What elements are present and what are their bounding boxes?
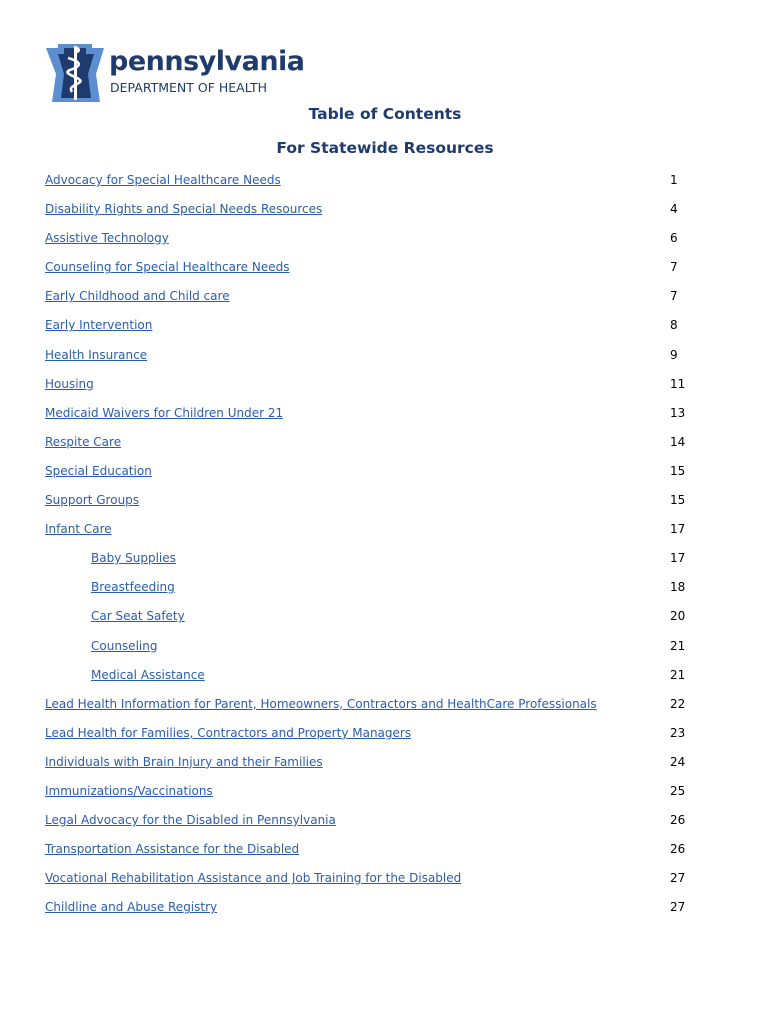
toc-page-number: 25: [670, 783, 686, 798]
toc-link[interactable]: Advocacy for Special Healthcare Needs: [45, 173, 281, 187]
toc-entry: [0, 313, 770, 342]
toc-link[interactable]: Transportation Assistance for the Disabled: [45, 842, 300, 857]
toc-link[interactable]: Individuals with Brain Injury and their Families: [45, 754, 323, 769]
toc-link[interactable]: Breastfeeding: [91, 580, 175, 595]
logo-subtitle: DEPARTMENT OF HEALTH: [110, 80, 267, 95]
toc-entry: [0, 226, 770, 255]
toc-entry: [0, 721, 770, 750]
toc-entry: [0, 692, 770, 721]
toc-subentry: [0, 546, 770, 575]
toc-entry: [0, 284, 770, 313]
toc-subentry: [0, 634, 770, 663]
toc-entry: [0, 168, 770, 197]
toc-entry: [0, 808, 770, 837]
toc-page-number: 4: [670, 202, 678, 217]
toc-entry: [0, 430, 770, 459]
toc-page-number: 24: [670, 754, 686, 769]
toc-page-number: 18: [670, 580, 686, 595]
toc-link[interactable]: Lead Health for Families, Contractors and Property Managers: [45, 725, 412, 740]
toc-link[interactable]: Respite Care: [45, 434, 122, 449]
toc-page-number: 14: [670, 434, 686, 449]
toc-link[interactable]: Immunizations/Vaccinations: [45, 783, 213, 798]
toc-page-number: 7: [670, 260, 678, 275]
toc-link[interactable]: Early Intervention: [45, 318, 153, 333]
toc-entry: [0, 837, 770, 866]
toc-link[interactable]: Legal Advocacy for the Disabled in Pennsylvania: [45, 813, 336, 828]
toc-link[interactable]: Lead Health Information for Parent, Homeowners, Contractors and HealthCare Professionals: [45, 696, 597, 711]
table-of-contents: [0, 168, 770, 924]
toc-entry: [0, 372, 770, 401]
toc-link[interactable]: Housing: [45, 376, 94, 391]
toc-page-number: 26: [670, 813, 686, 828]
toc-entry: [0, 197, 770, 226]
toc-subentry: [0, 575, 770, 604]
toc-page-number: 8: [670, 318, 678, 333]
toc-subentry: [0, 663, 770, 692]
toc-link[interactable]: Assistive Technology: [45, 231, 169, 246]
toc-entry: [0, 459, 770, 488]
toc-entry: [0, 779, 770, 808]
logo-wordmark: pennsylvania: [109, 46, 305, 77]
toc-page-number: 13: [670, 405, 686, 420]
toc-entry: [0, 895, 770, 924]
toc-page-number: 21: [670, 638, 686, 653]
pa-health-logo: [44, 44, 305, 104]
page-subtitle: For Statewide Resources: [276, 139, 494, 157]
toc-link[interactable]: Disability Rights and Special Needs Resources: [45, 202, 323, 217]
toc-entry: [0, 517, 770, 546]
toc-page-number: 17: [670, 522, 686, 537]
toc-page-number: 20: [670, 609, 686, 624]
keystone-caduceus-icon: [44, 44, 106, 102]
toc-link[interactable]: Car Seat Safety: [91, 609, 185, 624]
toc-page-number: 27: [670, 900, 686, 915]
toc-page-number: 22: [670, 696, 686, 711]
toc-page-number: 7: [670, 289, 678, 304]
toc-page-number: 9: [670, 347, 678, 362]
toc-entry: [0, 343, 770, 372]
toc-entry: [0, 866, 770, 895]
toc-link[interactable]: Special Education: [45, 463, 152, 478]
toc-entry: [0, 401, 770, 430]
toc-link[interactable]: Infant Care: [45, 522, 112, 537]
toc-link[interactable]: Childline and Abuse Registry: [45, 900, 218, 915]
toc-link[interactable]: Baby Supplies: [91, 551, 176, 566]
toc-entry: [0, 255, 770, 284]
toc-link[interactable]: Counseling for Special Healthcare Needs: [45, 260, 290, 275]
toc-page-number: 26: [670, 842, 686, 857]
toc-entry: [0, 750, 770, 779]
toc-link[interactable]: Medical Assistance: [91, 667, 205, 682]
toc-subentry: [0, 604, 770, 633]
toc-link[interactable]: Vocational Rehabilitation Assistance and Job Training for the Disabled: [45, 871, 462, 886]
toc-page-number: 27: [670, 871, 686, 886]
toc-entry: [0, 488, 770, 517]
toc-link[interactable]: Health Insurance: [45, 347, 148, 362]
toc-link[interactable]: Medicaid Waivers for Children Under 21: [45, 405, 284, 420]
toc-page-number: 1: [670, 173, 678, 187]
toc-link[interactable]: Support Groups: [45, 493, 140, 508]
page-title: Table of Contents: [308, 105, 462, 123]
toc-page-number: 15: [670, 493, 686, 508]
toc-page-number: 21: [670, 667, 686, 682]
toc-page-number: 17: [670, 551, 686, 566]
toc-link[interactable]: Early Childhood and Child care: [45, 289, 230, 304]
toc-page-number: 11: [670, 376, 686, 391]
toc-page-number: 23: [670, 725, 686, 740]
toc-link[interactable]: Counseling: [91, 638, 158, 653]
toc-page-number: 15: [670, 463, 686, 478]
toc-page-number: 6: [670, 231, 678, 246]
